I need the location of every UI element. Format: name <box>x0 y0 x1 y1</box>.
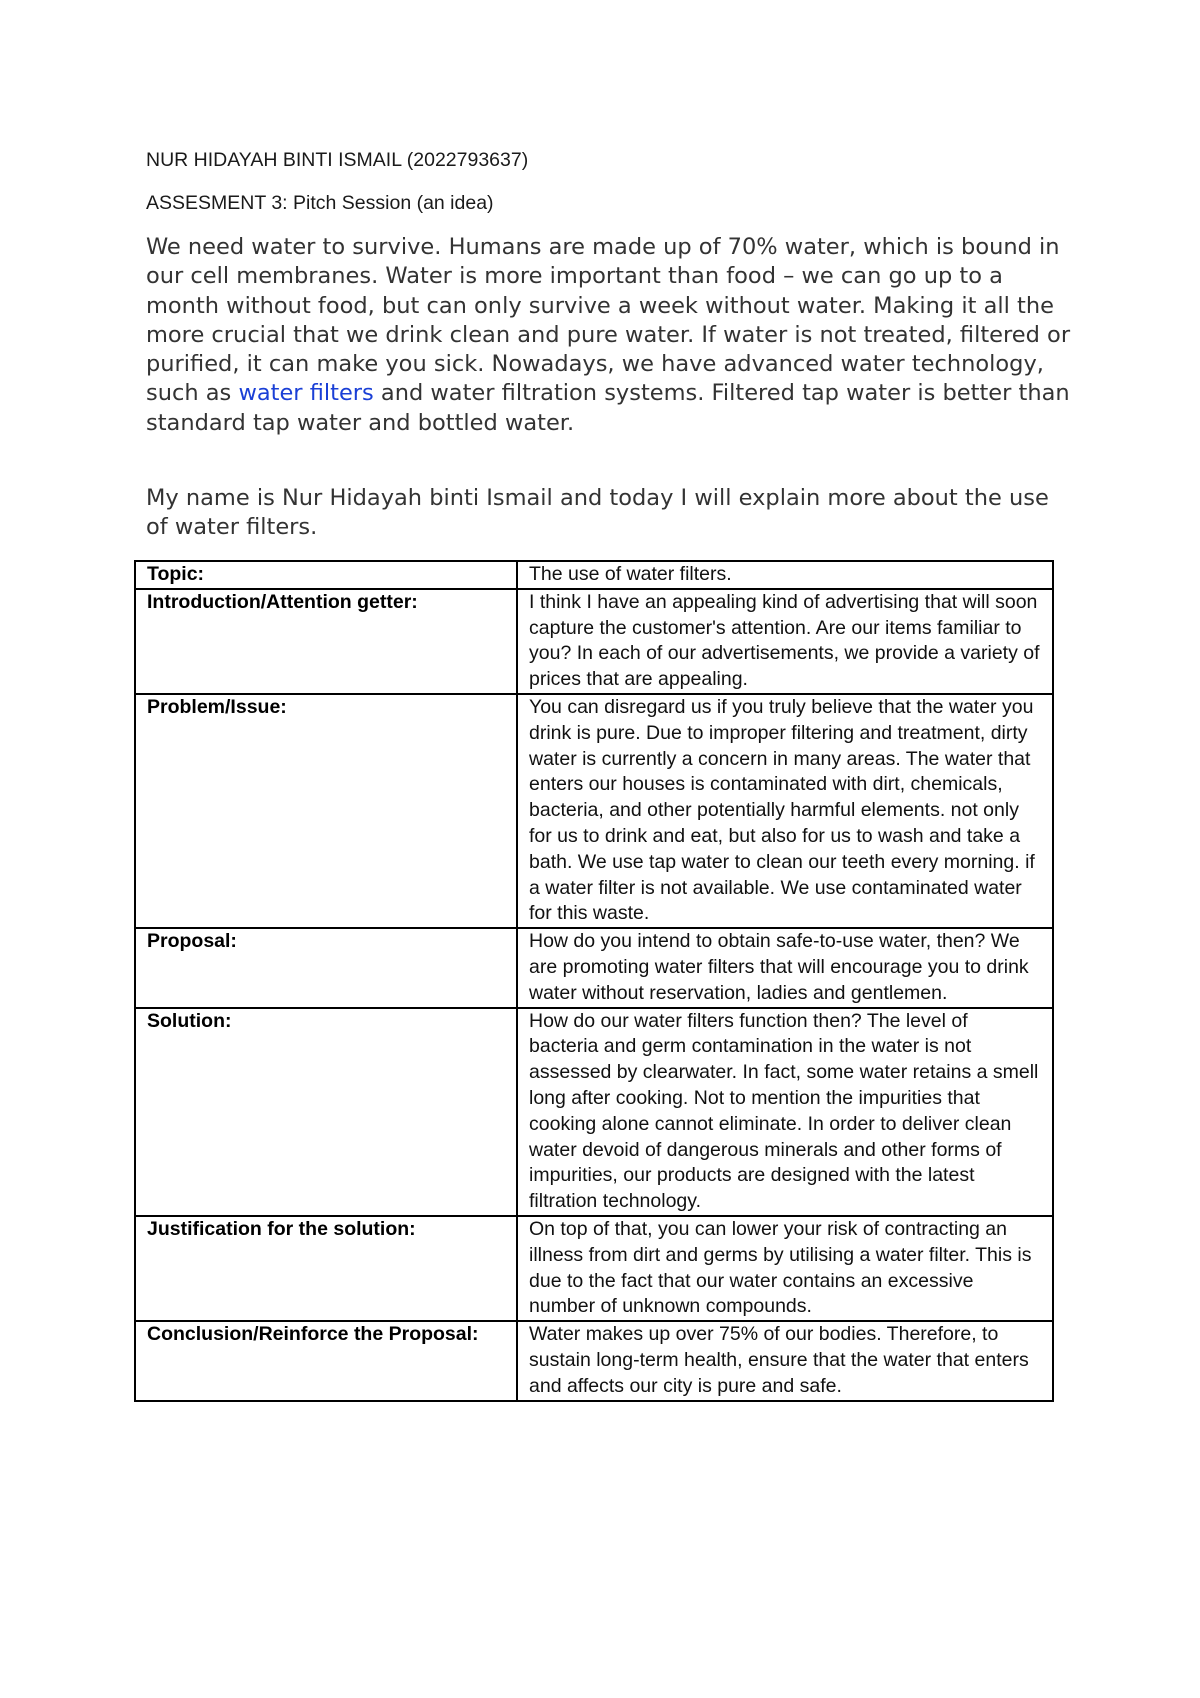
student-name-line: NUR HIDAYAH BINTI ISMAIL (2022793637) <box>146 149 529 171</box>
row-label: Introduction/Attention getter: <box>135 589 517 694</box>
table-row-proposal <box>135 928 1053 1007</box>
presenter-paragraph: My name is Nur Hidayah binti Ismail and today I will explain more about the use of water filters. <box>146 485 1049 541</box>
table-row-solution <box>135 1008 1053 1216</box>
table-row-problem <box>135 694 1053 928</box>
row-label: Proposal: <box>135 928 517 1007</box>
table-row-justification <box>135 1216 1053 1321</box>
row-content: You can disregard us if you truly believe that the water you drink is pure. Due to improper filtering and treatment, dirty water is currently a concern in many areas. The water that enters our houses is contaminated with dirt, chemicals, bacteria, and other potentially harmful elements. not only for us to drink and eat, but also for us to wash and take a bath. We use tap water to clean our teeth every morning. if a water filter is not available. We use contaminated water for this waste. <box>517 694 1053 928</box>
intro-text-before-link: We need water to survive. Humans are made up of 70% water, which is bound in our cell membranes. Water is more important than food – we can go up to a month without food, but can only survive a week without water. Making it all the more crucial that we drink clean and pure water. If water is not treated, filtered or purified, it can make you sick. Nowadays, we have advanced water technology, such as <box>146 234 1071 407</box>
intro-paragraph <box>146 233 1076 438</box>
pitch-table <box>134 560 1054 1402</box>
row-content: On top of that, you can lower your risk of contracting an illness from dirt and germs by utilising a water filter. This is due to the fact that our water contains an excessive number of unknown compounds. <box>517 1216 1053 1321</box>
table-row-conclusion <box>135 1321 1053 1400</box>
intro-text-after-link: and water filtration systems. Filtered tap water is better than standard tap water and bottled water. <box>146 380 1070 436</box>
row-label: Conclusion/Reinforce the Proposal: <box>135 1321 517 1400</box>
row-content: The use of water filters. <box>517 561 1053 589</box>
row-content: How do our water filters function then? The level of bacteria and germ contamination in the water is not assessed by clearwater. In fact, some water retains a smell long after cooking. Not to mention the impurities that cooking alone cannot eliminate. In order to deliver clean water devoid of dangerous minerals and other forms of impurities, our products are designed with the latest filtration technology. <box>517 1008 1053 1216</box>
row-content: Water makes up over 75% of our bodies. Therefore, to sustain long-term health, ensure that the water that enters and affects our city is pure and safe. <box>517 1321 1053 1400</box>
assessment-title: ASSESMENT 3: Pitch Session (an idea) <box>146 192 494 214</box>
row-label: Topic: <box>135 561 517 589</box>
table-row-introduction <box>135 589 1053 694</box>
row-label: Justification for the solution: <box>135 1216 517 1321</box>
row-content: I think I have an appealing kind of advertising that will soon capture the customer's attention. Are our items familiar to you? In each of our advertisements, we provide a variety of prices that are appealing. <box>517 589 1053 694</box>
row-content: How do you intend to obtain safe-to-use water, then? We are promoting water filters that will encourage you to drink water without reservation, ladies and gentlemen. <box>517 928 1053 1007</box>
row-label: Problem/Issue: <box>135 694 517 928</box>
row-label: Solution: <box>135 1008 517 1216</box>
table-row-topic <box>135 561 1053 589</box>
water-filters-link[interactable]: water filters <box>238 380 374 407</box>
